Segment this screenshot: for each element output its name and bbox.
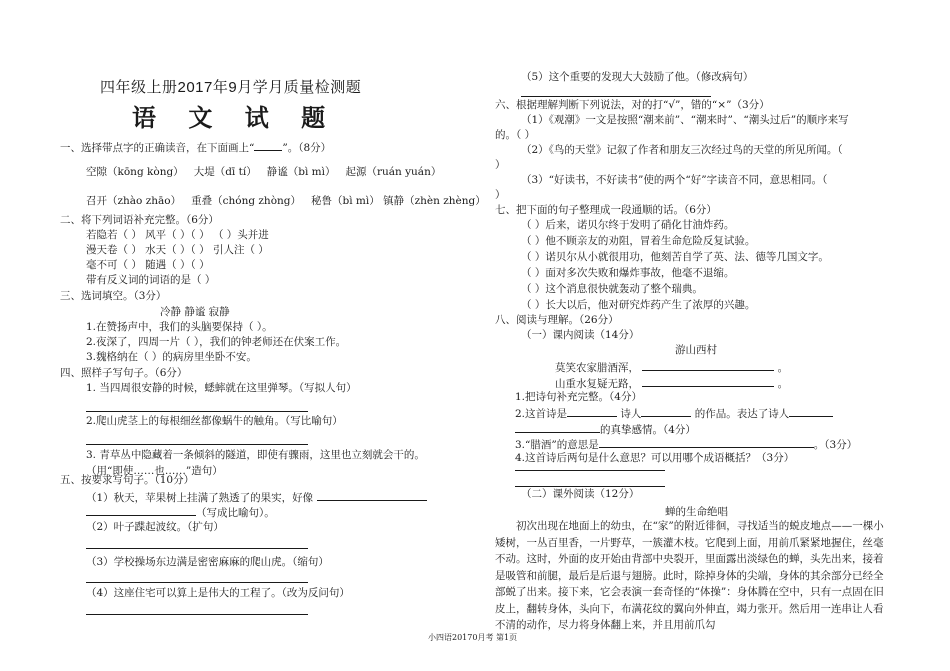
idiom-line: 毫不可（ ） 随遇（ ）（ ）: [86, 259, 210, 271]
q3-part: 3.“腊酒”的意思是: [515, 439, 599, 451]
reading-q1: 1.把诗句补充完整。（4分）: [515, 391, 642, 403]
s5-question-4: （4）这座住宅可以算上是伟大的工程了。（改为反问句）: [86, 587, 350, 599]
section-3-heading: 三、选词填空。（3分）: [60, 290, 167, 302]
right-column: [495, 0, 900, 671]
section-4-heading: 四、照样子写句子。（6分）: [60, 367, 188, 379]
answer-line: [86, 614, 308, 615]
order-item: （ ）长大以后，他对研究炸药产生了浓厚的兴趣。: [521, 299, 756, 311]
subject-title: 语 文 试 题: [132, 103, 338, 132]
judge-item-1: （1）《观潮》一文是按照“潮来前”、“潮来时”、“潮头过后”的顺序来写: [521, 114, 849, 126]
order-item: （ ）这个消息很快就轰动了整个瑞典。: [521, 283, 703, 295]
section-6-heading: 六、根据理解判断下列说法，对的打“√”，错的“×”（3分）: [495, 99, 770, 111]
pinyin-item: 召开（zhào zhāo）: [86, 195, 182, 207]
left-column: [60, 0, 486, 671]
section-2-heading: 二、将下列词语补充完整。（6分）: [60, 214, 219, 226]
s5-q1-text: （1）秋天，苹果树上挂满了熟透了的果实，好像: [86, 492, 314, 504]
section-8-heading: 八、阅读与理解。（26分）: [495, 314, 619, 326]
fill-sentence: 2.夜深了，四周一片（ ），我们的钟老师还在伏案工作。: [86, 336, 347, 348]
page-footer: 小四语20170月考 第1页: [428, 633, 518, 642]
fill-sentence: 3.魏格纳在（ ）的病房里坐卧不安。: [86, 351, 257, 363]
q3-part: 。（3分）: [813, 439, 858, 451]
poem-line-1: 莫笑农家腊酒浑， 。: [555, 359, 788, 375]
fill-sentence: 1.在赞扬声中，我们的头脑要保持（ ）。: [86, 321, 273, 333]
exam-title: 四年级上册2017年9月学月质量检测题: [100, 79, 362, 96]
order-item: （ ）诺贝尔从小就很用功，他刻苦自学了英、法、德等几国文字。: [521, 251, 829, 263]
pinyin-item: 重叠（chóng zhòng）: [191, 195, 301, 207]
reading-q4: 4.这首诗后两句是什么意思？可以用哪个成语概括？（3分）: [515, 452, 795, 464]
reading-subheading-1: （一）课内阅读（14分）: [521, 329, 640, 341]
poem-text: 莫笑农家腊酒浑，: [555, 362, 639, 374]
s4-question-3b: （用“即使……也……”造句）: [86, 465, 223, 477]
reading-subheading-2: （二）课外阅读（12分）: [521, 488, 640, 500]
pinyin-item: 大堤（dī tí）: [193, 166, 257, 178]
pinyin-row-2: [86, 194, 486, 208]
s5-question-1a: [86, 489, 427, 505]
s5-q1b-text: （写成比喻句）。: [196, 507, 275, 519]
pinyin-item: 空隙（kōng kòng）: [86, 166, 184, 178]
reading-q3: [515, 436, 857, 452]
pinyin-item: 秘鲁（bì mì）: [311, 195, 380, 207]
answer-line: [521, 96, 711, 97]
idiom-line: 带有反义词的词语的是（ ）: [86, 274, 216, 286]
poem-line-2: 山重水复疑无路， 。: [555, 375, 788, 391]
answer-line: [86, 444, 308, 445]
s5-question-1b: [86, 504, 275, 520]
section-1-heading: 一、选择带点字的正确读音，在下面画上“ ”。（8分）: [60, 139, 331, 155]
reading-q2b: [515, 421, 696, 437]
section-5-heading: 五、按要求写句子。（10分）: [60, 474, 195, 486]
pinyin-item: 起源（ruán yuán）: [345, 166, 442, 178]
answer-line: [86, 582, 308, 583]
order-item: （ ）他不顾亲友的劝阻，冒着生命危险反复试验。: [521, 235, 756, 247]
judge-item-2-end: ）: [495, 159, 506, 171]
judge-item-3: （3）“好读书，不好读书”使的两个“好”字读音不同，意思相同。（: [521, 174, 828, 186]
judge-item-3-end: ）: [495, 189, 506, 201]
answer-line: [86, 548, 308, 549]
q2-part: 诗人: [620, 408, 642, 420]
order-item: （ ）后来，诺贝尔终于发明了硝化甘油炸药。: [521, 219, 735, 231]
s4-question-1: 1. 当四周很安静的时候，蟋蟀就在这里弹琴。（写拟人句）: [86, 382, 357, 394]
s5-question-5: （5）这个重要的发现大大鼓励了他。（修改病句）: [521, 71, 754, 83]
word-options: 冷静 静谧 寂静: [160, 306, 230, 318]
poem-title: 游山西村: [675, 344, 717, 356]
essay-body: 初次出现在地面上的幼虫，在“家”的附近徘徊，寻找适当的蜕皮地点——一棵小矮树，一丛百里香，一片野草，一簇灌木枝。它爬到上面，用前爪紧紧地握住，丝毫不动。这时，外面的皮开始由背部中央裂开，里面露出淡绿色的蝉，头先出来，接着是吸管和前腿，最后是后退与翅膀。此时，除掉身体的尖端，身体的其余部分已经全部蜕了出来。接下来，它会表演一套奇怪的“体操”：身体腾在空中，只有一点固在旧皮上，翻转身体，头向下，布满花纹的翼向外伸直，竭力张开。然后用一连串让人看不清的动作，尽力将身体翻上来，并且用前爪勾: [495, 520, 884, 631]
s4-question-3a: 3. 青草丛中隐藏着一条倾斜的隧道，即使有骤雨，这里也立刻就会干的。: [86, 449, 425, 461]
essay-title: 蝉的生命绝唱: [665, 506, 728, 518]
s4-question-2: 2.爬山虎茎上的每根细丝都像蜗牛的触角。（写比喻句）: [86, 415, 343, 427]
q2-part: 2.这首诗是: [515, 408, 568, 420]
idiom-line: 若隐若（ ） 风平（ ）（ ） （ ）头并进: [86, 229, 269, 241]
judge-item-1-end: 的。（ ）: [495, 129, 536, 141]
section-7-heading: 七、把下面的句子整理成一段通顺的话。（6分）: [495, 204, 717, 216]
pinyin-item: 静谧（bì mì）: [266, 166, 336, 178]
q2-part: 的作品。表达了诗人: [694, 408, 790, 420]
pinyin-row-1: [86, 165, 441, 179]
answer-line: [515, 470, 665, 471]
reading-q2: [515, 405, 833, 421]
order-item: （ ）面对多次失败和爆炸事故，他毫不退缩。: [521, 267, 735, 279]
q2-part: 的真挚感情。（4分）: [600, 424, 696, 436]
judge-item-2: （2）《鸟的天堂》记叙了作者和朋友三次经过鸟的天堂的所见所闻。（: [521, 144, 843, 156]
answer-line: [86, 411, 308, 412]
s5-question-2: （2）叶子蹀起波纹。（扩句）: [86, 521, 224, 533]
s5-question-3: （3）学校操场东边满是密密麻麻的爬山虎。（缩句）: [86, 556, 329, 568]
poem-text: 山重水复疑无路，: [555, 378, 639, 390]
pinyin-item: 镇静（zhèn zhèng）: [383, 195, 486, 207]
idiom-line: 漫天卷（ ） 水天（ ）（ ） 引人注（ ）: [86, 244, 269, 256]
